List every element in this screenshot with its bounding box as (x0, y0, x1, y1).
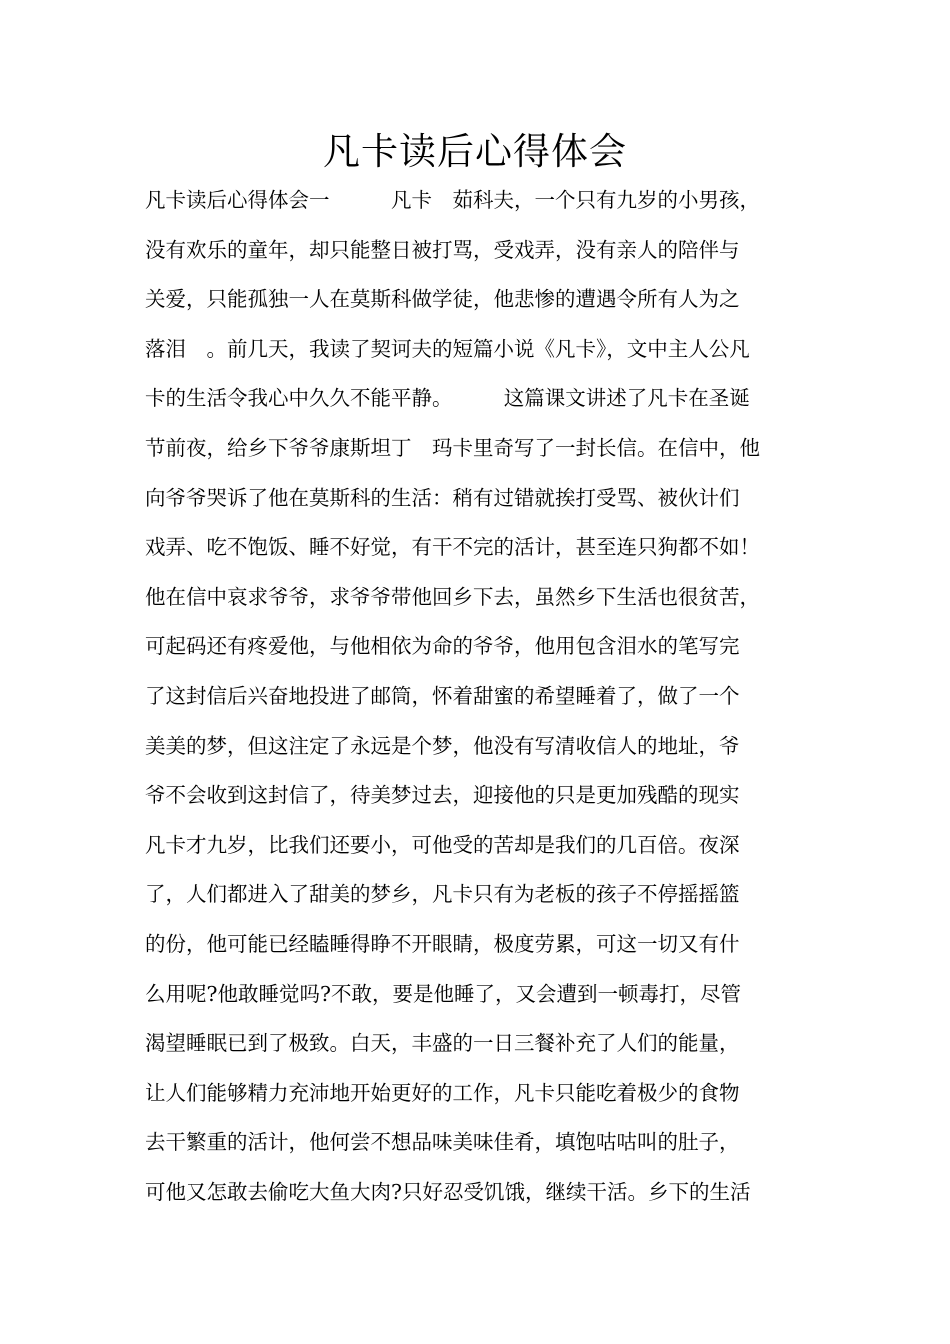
body-text-line: 的份，他可能已经瞌睡得睁不开眼睛，极度劳累，可这一切又有什 (145, 931, 740, 956)
body-text-line: 节前夜，给乡下爷爷康斯坦丁 玛卡里奇写了一封长信。在信中，他 (145, 435, 760, 460)
body-text-line: 凡卡才九岁，比我们还要小，可他受的苦却是我们的几百倍。夜深 (145, 832, 740, 857)
body-text-line: 没有欢乐的童年，却只能整日被打骂，受戏弄，没有亲人的陪伴与 (145, 237, 740, 262)
body-text-line: 可起码还有疼爱他，与他相依为命的爷爷，他用包含泪水的笔写完 (145, 634, 740, 659)
body-text-line: 了这封信后兴奋地投进了邮筒，怀着甜蜜的希望睡着了，做了一个 (145, 683, 740, 708)
body-text-line: 可他又怎敢去偷吃大鱼大肉?只好忍受饥饿，继续干活。乡下的生活 (145, 1179, 751, 1204)
body-text-line: 美美的梦，但这注定了永远是个梦，他没有写清收信人的地址，爷 (145, 733, 740, 758)
body-text-line: 去干繁重的活计，他何尝不想品味美味佳肴，填饱咕咕叫的肚子， (145, 1130, 740, 1155)
document-body (145, 176, 825, 1217)
body-text-line: 么用呢?他敢睡觉吗?不敢，要是他睡了，又会遭到一顿毒打，尽管 (145, 981, 741, 1006)
body-text-line: 渴望睡眠已到了极致。白天，丰盛的一日三餐补充了人们的能量， (145, 1031, 740, 1056)
body-text-line: 向爷爷哭诉了他在莫斯科的生活：稍有过错就挨打受骂、被伙计们 (145, 485, 740, 510)
body-text-line: 凡卡读后心得体会一 凡卡 茹科夫，一个只有九岁的小男孩， (145, 188, 760, 212)
document-title: 凡卡读后心得体会 (323, 130, 627, 173)
body-text-line: 卡的生活令我心中久久不能平静。 这篇课文讲述了凡卡在圣诞 (145, 386, 750, 411)
body-text-line: 戏弄、吃不饱饭、睡不好觉，有干不完的活计，甚至连只狗都不如！ (145, 535, 760, 560)
body-text-line: 落泪 。前几天，我读了契诃夫的短篇小说《凡卡》，文中主人公凡 (145, 336, 750, 361)
body-text-line: 爷不会收到这封信了，待美梦过去，迎接他的只是更加残酷的现实 (145, 783, 740, 808)
body-text-line: 他在信中哀求爷爷，求爷爷带他回乡下去，虽然乡下生活也很贫苦， (145, 584, 760, 609)
body-text-line: 关爱，只能孤独一人在莫斯科做学徒，他悲惨的遭遇令所有人为之 (145, 287, 740, 312)
body-text-line: 了，人们都进入了甜美的梦乡，凡卡只有为老板的孩子不停摇摇篮 (145, 882, 740, 907)
body-text-line: 让人们能够精力充沛地开始更好的工作，凡卡只能吃着极少的食物 (145, 1080, 740, 1105)
